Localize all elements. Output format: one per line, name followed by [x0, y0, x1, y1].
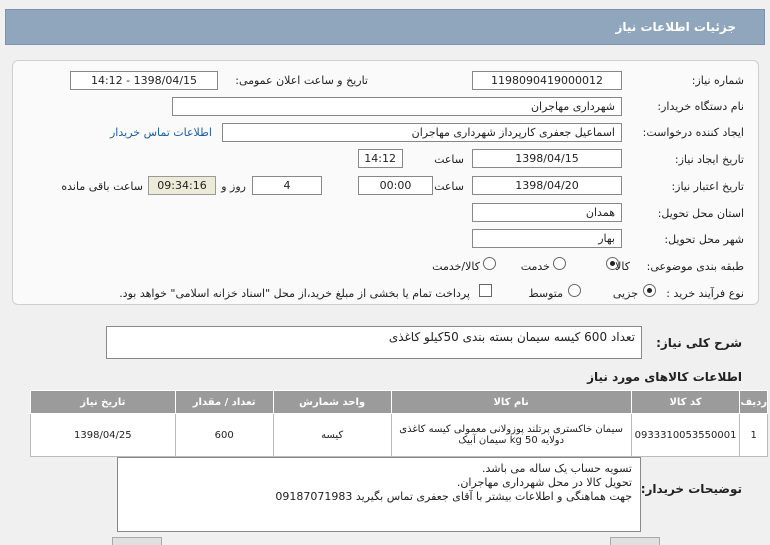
announce-label: تاریخ و ساعت اعلان عمومی:: [235, 74, 368, 87]
goods-section-title: اطلاعات کالاهای مورد نیاز: [587, 370, 742, 384]
province-field: همدان: [472, 203, 622, 222]
buyer-notes-label: توضیحات خریدار:: [640, 482, 742, 496]
row-index: 1: [740, 414, 768, 457]
row-name: [391, 414, 631, 457]
description-label: شرح کلی نیاز:: [656, 336, 742, 350]
requester-label: ایجاد کننده درخواست:: [642, 126, 744, 139]
remaining-time-field: 09:34:16: [148, 176, 216, 195]
goods-table-header: [31, 391, 768, 414]
created-date-field: 1398/04/15: [472, 149, 622, 168]
need-number-field: 1198090419000012: [472, 71, 622, 90]
bottom-button-right[interactable]: [610, 537, 660, 545]
valid-date-label: تاریخ اعتبار نیاز:: [671, 180, 744, 193]
buyer-note-line: جهت هماهنگی و اطلاعات بیشتر با آقای جعفری تماس بگیرید 09187071983: [275, 490, 632, 503]
created-date-label: تاریخ ایجاد نیاز:: [674, 153, 744, 166]
buyer-note-line: تحویل کالا در محل شهرداری مهاجران.: [456, 476, 632, 489]
category-label: طبقه بندی موضوعی:: [646, 260, 744, 273]
category-option-goods: کالا: [615, 260, 630, 273]
valid-date-field: 1398/04/20: [472, 176, 622, 195]
purchase-type-label: نوع فرآیند خرید :: [666, 287, 744, 300]
valid-time-label: ساعت: [434, 180, 464, 193]
col-date: تاریخ نیاز: [31, 391, 176, 414]
buyer-org-label: نام دستگاه خریدار:: [657, 100, 744, 113]
bottom-button-left[interactable]: [112, 537, 162, 545]
category-radio-goods-service[interactable]: [483, 257, 496, 270]
col-qty: تعداد / مقدار: [175, 391, 273, 414]
buyer-notes-box: [117, 457, 641, 532]
col-unit: واحد شمارش: [273, 391, 391, 414]
page-title: جزئیات اطلاعات نیاز: [615, 20, 736, 34]
created-time-field: 14:12: [358, 149, 403, 168]
category-option-service: خدمت: [520, 260, 550, 273]
treasury-note: پرداخت تمام یا بخشی از مبلغ خرید،از محل "اسناد خزانه اسلامی" خواهد بود.: [119, 287, 470, 300]
purchase-radio-medium[interactable]: [568, 284, 581, 297]
created-time-label: ساعت: [434, 153, 464, 166]
col-code: کد کالا: [631, 391, 740, 414]
days-word: روز و: [221, 180, 246, 193]
need-number-label: شماره نیاز:: [691, 74, 744, 87]
city-label: شهر محل تحویل:: [664, 233, 744, 246]
buyer-contact-link[interactable]: اطلاعات تماس خریدار: [110, 126, 212, 139]
row-date: 1398/04/25: [31, 414, 176, 457]
col-name: نام کالا: [391, 391, 631, 414]
page-header: [5, 9, 765, 45]
purchase-option-medium: متوسط: [528, 287, 563, 300]
treasury-checkbox[interactable]: [479, 284, 492, 297]
category-radio-service[interactable]: [553, 257, 566, 270]
city-field: بهار: [472, 229, 622, 248]
announce-field: 1398/04/15 - 14:12: [70, 71, 218, 90]
table-row: [31, 414, 768, 457]
row-unit: کیسه: [273, 414, 391, 457]
row-name-line1: سیمان خاکستری پرتلند پوزولانی معمولی کیسه کاغذی: [399, 424, 623, 435]
goods-table: [30, 390, 768, 457]
row-qty: 600: [175, 414, 273, 457]
row-name-line2: دولایه 50 kg سیمان آبیک: [458, 435, 565, 446]
purchase-radio-minor[interactable]: [643, 284, 656, 297]
days-remaining-field: 4: [252, 176, 322, 195]
requester-field: اسماعیل جعفری کارپرداز شهرداری مهاجران: [222, 123, 622, 142]
buyer-note-line: تسویه حساب یک ساله می باشد.: [481, 462, 632, 475]
buyer-org-field: شهرداری مهاجران: [172, 97, 622, 116]
col-index: ردیف: [740, 391, 768, 414]
remaining-time-label: ساعت باقی مانده: [61, 180, 143, 193]
category-option-goods-service: کالا/خدمت: [432, 260, 480, 273]
purchase-option-minor: جزیی: [612, 287, 638, 300]
description-field: تعداد 600 کیسه سیمان بسته بندی 50کیلو کاغذی: [106, 326, 642, 359]
province-label: استان محل تحویل:: [657, 207, 744, 220]
row-code: 0933310053550001: [631, 414, 740, 457]
valid-time-field: 00:00: [358, 176, 433, 195]
